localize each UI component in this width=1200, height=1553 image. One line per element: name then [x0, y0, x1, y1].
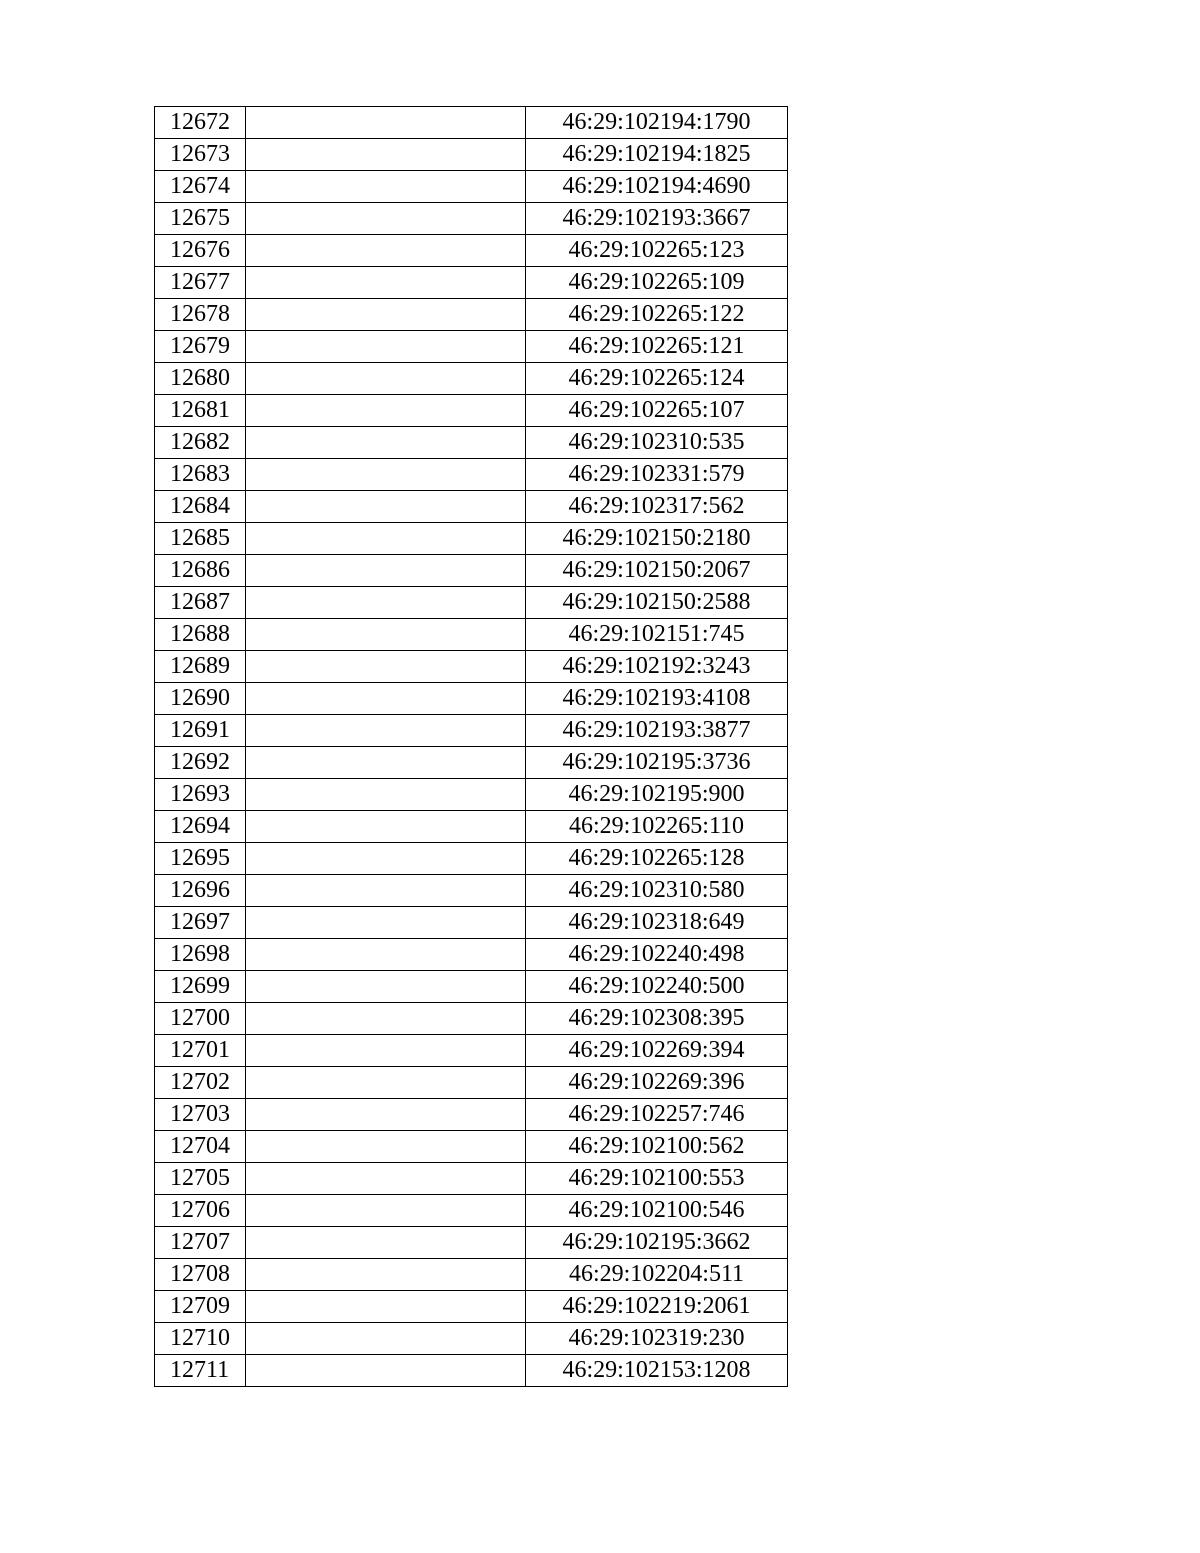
table-row: [155, 363, 788, 395]
row-number-cell: 12685: [155, 523, 246, 555]
table-row: [155, 1323, 788, 1355]
row-number-cell: 12693: [155, 779, 246, 811]
table-row: [155, 715, 788, 747]
table-row: [155, 299, 788, 331]
row-number-cell: 12684: [155, 491, 246, 523]
cadastral-number-cell: 46:29:102194:1825: [526, 139, 788, 171]
cadastral-number-cell: 46:29:102204:511: [526, 1259, 788, 1291]
row-number-cell: 12681: [155, 395, 246, 427]
cadastral-number-cell: 46:29:102265:124: [526, 363, 788, 395]
row-number-cell: 12674: [155, 171, 246, 203]
empty-name-cell: [246, 1195, 526, 1227]
table-row: [155, 267, 788, 299]
empty-name-cell: [246, 1003, 526, 1035]
cadastral-number-cell: 46:29:102265:110: [526, 811, 788, 843]
empty-name-cell: [246, 811, 526, 843]
cadastral-number-cell: 46:29:102192:3243: [526, 651, 788, 683]
empty-name-cell: [246, 1131, 526, 1163]
empty-name-cell: [246, 1035, 526, 1067]
table-row: [155, 971, 788, 1003]
row-number-cell: 12675: [155, 203, 246, 235]
table-row: [155, 811, 788, 843]
row-number-cell: 12703: [155, 1099, 246, 1131]
row-number-cell: 12692: [155, 747, 246, 779]
empty-name-cell: [246, 843, 526, 875]
empty-name-cell: [246, 971, 526, 1003]
empty-name-cell: [246, 1227, 526, 1259]
row-number-cell: 12706: [155, 1195, 246, 1227]
cadastral-number-cell: 46:29:102265:109: [526, 267, 788, 299]
cadastral-number-cell: 46:29:102194:4690: [526, 171, 788, 203]
cadastral-number-cell: 46:29:102265:128: [526, 843, 788, 875]
row-number-cell: 12699: [155, 971, 246, 1003]
cadastral-number-cell: 46:29:102310:535: [526, 427, 788, 459]
empty-name-cell: [246, 875, 526, 907]
row-number-cell: 12678: [155, 299, 246, 331]
row-number-cell: 12704: [155, 1131, 246, 1163]
cadastral-number-cell: 46:29:102308:395: [526, 1003, 788, 1035]
table-row: [155, 1003, 788, 1035]
empty-name-cell: [246, 1323, 526, 1355]
cadastral-number-cell: 46:29:102150:2180: [526, 523, 788, 555]
cadastral-number-cell: 46:29:102195:900: [526, 779, 788, 811]
empty-name-cell: [246, 203, 526, 235]
empty-name-cell: [246, 715, 526, 747]
cadastral-number-cell: 46:29:102265:122: [526, 299, 788, 331]
table-row: [155, 203, 788, 235]
table-row: [155, 235, 788, 267]
table-row: [155, 395, 788, 427]
row-number-cell: 12708: [155, 1259, 246, 1291]
empty-name-cell: [246, 267, 526, 299]
row-number-cell: 12680: [155, 363, 246, 395]
table-row: [155, 1227, 788, 1259]
row-number-cell: 12676: [155, 235, 246, 267]
cadastral-number-cell: 46:29:102265:121: [526, 331, 788, 363]
table-row: [155, 619, 788, 651]
cadastral-number-cell: 46:29:102269:396: [526, 1067, 788, 1099]
cadastral-number-cell: 46:29:102100:546: [526, 1195, 788, 1227]
empty-name-cell: [246, 363, 526, 395]
cadastral-number-cell: 46:29:102193:3667: [526, 203, 788, 235]
row-number-cell: 12673: [155, 139, 246, 171]
table-row: [155, 1099, 788, 1131]
empty-name-cell: [246, 299, 526, 331]
records-table-body: [155, 107, 788, 1387]
empty-name-cell: [246, 523, 526, 555]
empty-name-cell: [246, 555, 526, 587]
table-row: [155, 1195, 788, 1227]
empty-name-cell: [246, 491, 526, 523]
empty-name-cell: [246, 1259, 526, 1291]
cadastral-number-cell: 46:29:102100:562: [526, 1131, 788, 1163]
table-row: [155, 843, 788, 875]
table-row: [155, 683, 788, 715]
empty-name-cell: [246, 907, 526, 939]
empty-name-cell: [246, 171, 526, 203]
cadastral-number-cell: 46:29:102193:3877: [526, 715, 788, 747]
empty-name-cell: [246, 1067, 526, 1099]
cadastral-number-cell: 46:29:102265:123: [526, 235, 788, 267]
row-number-cell: 12694: [155, 811, 246, 843]
table-row: [155, 1259, 788, 1291]
row-number-cell: 12697: [155, 907, 246, 939]
empty-name-cell: [246, 427, 526, 459]
empty-name-cell: [246, 619, 526, 651]
cadastral-number-cell: 46:29:102195:3662: [526, 1227, 788, 1259]
cadastral-number-cell: 46:29:102319:230: [526, 1323, 788, 1355]
table-row: [155, 1035, 788, 1067]
empty-name-cell: [246, 139, 526, 171]
empty-name-cell: [246, 395, 526, 427]
empty-name-cell: [246, 107, 526, 139]
empty-name-cell: [246, 1163, 526, 1195]
row-number-cell: 12709: [155, 1291, 246, 1323]
table-row: [155, 171, 788, 203]
table-row: [155, 651, 788, 683]
cadastral-number-cell: 46:29:102151:745: [526, 619, 788, 651]
cadastral-number-cell: 46:29:102318:649: [526, 907, 788, 939]
empty-name-cell: [246, 779, 526, 811]
row-number-cell: 12705: [155, 1163, 246, 1195]
row-number-cell: 12700: [155, 1003, 246, 1035]
table-row: [155, 587, 788, 619]
empty-name-cell: [246, 235, 526, 267]
cadastral-number-cell: 46:29:102219:2061: [526, 1291, 788, 1323]
row-number-cell: 12682: [155, 427, 246, 459]
row-number-cell: 12679: [155, 331, 246, 363]
row-number-cell: 12689: [155, 651, 246, 683]
cadastral-number-cell: 46:29:102153:1208: [526, 1355, 788, 1387]
table-row: [155, 523, 788, 555]
cadastral-number-cell: 46:29:102194:1790: [526, 107, 788, 139]
cadastral-number-cell: 46:29:102240:498: [526, 939, 788, 971]
empty-name-cell: [246, 459, 526, 491]
cadastral-number-cell: 46:29:102317:562: [526, 491, 788, 523]
empty-name-cell: [246, 651, 526, 683]
empty-name-cell: [246, 747, 526, 779]
empty-name-cell: [246, 1291, 526, 1323]
table-row: [155, 139, 788, 171]
table-row: [155, 459, 788, 491]
row-number-cell: 12696: [155, 875, 246, 907]
table-row: [155, 1355, 788, 1387]
cadastral-number-cell: 46:29:102310:580: [526, 875, 788, 907]
row-number-cell: 12695: [155, 843, 246, 875]
table-row: [155, 1067, 788, 1099]
row-number-cell: 12701: [155, 1035, 246, 1067]
empty-name-cell: [246, 587, 526, 619]
table-row: [155, 907, 788, 939]
row-number-cell: 12688: [155, 619, 246, 651]
table-row: [155, 1163, 788, 1195]
empty-name-cell: [246, 939, 526, 971]
row-number-cell: 12687: [155, 587, 246, 619]
table-row: [155, 427, 788, 459]
table-row: [155, 491, 788, 523]
row-number-cell: 12711: [155, 1355, 246, 1387]
cadastral-number-cell: 46:29:102150:2067: [526, 555, 788, 587]
row-number-cell: 12707: [155, 1227, 246, 1259]
row-number-cell: 12690: [155, 683, 246, 715]
row-number-cell: 12672: [155, 107, 246, 139]
row-number-cell: 12691: [155, 715, 246, 747]
cadastral-number-cell: 46:29:102265:107: [526, 395, 788, 427]
row-number-cell: 12683: [155, 459, 246, 491]
empty-name-cell: [246, 331, 526, 363]
cadastral-number-cell: 46:29:102269:394: [526, 1035, 788, 1067]
cadastral-number-cell: 46:29:102257:746: [526, 1099, 788, 1131]
table-row: [155, 1131, 788, 1163]
empty-name-cell: [246, 683, 526, 715]
records-table: [154, 106, 788, 1387]
table-row: [155, 555, 788, 587]
row-number-cell: 12677: [155, 267, 246, 299]
row-number-cell: 12702: [155, 1067, 246, 1099]
cadastral-number-cell: 46:29:102195:3736: [526, 747, 788, 779]
table-row: [155, 107, 788, 139]
table-row: [155, 331, 788, 363]
table-row: [155, 1291, 788, 1323]
empty-name-cell: [246, 1099, 526, 1131]
cadastral-number-cell: 46:29:102100:553: [526, 1163, 788, 1195]
cadastral-number-cell: 46:29:102193:4108: [526, 683, 788, 715]
cadastral-number-cell: 46:29:102240:500: [526, 971, 788, 1003]
table-row: [155, 779, 788, 811]
cadastral-number-cell: 46:29:102150:2588: [526, 587, 788, 619]
table-row: [155, 939, 788, 971]
row-number-cell: 12686: [155, 555, 246, 587]
cadastral-number-cell: 46:29:102331:579: [526, 459, 788, 491]
empty-name-cell: [246, 1355, 526, 1387]
table-row: [155, 875, 788, 907]
row-number-cell: 12710: [155, 1323, 246, 1355]
table-row: [155, 747, 788, 779]
row-number-cell: 12698: [155, 939, 246, 971]
